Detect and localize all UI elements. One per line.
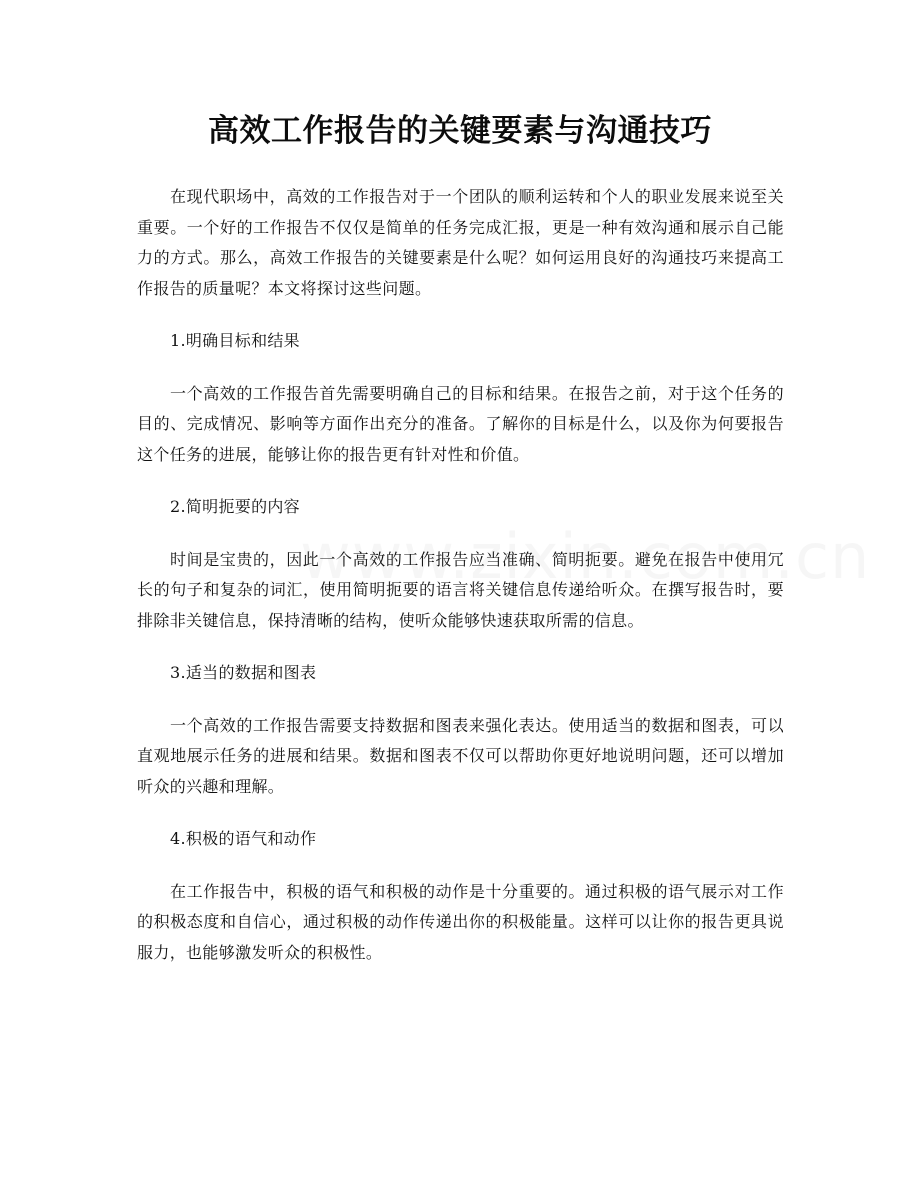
section-4-body: 在工作报告中，积极的语气和积极的动作是十分重要的。通过积极的语气展示对工作的积极态度和自信心，通过积极的动作传递出你的积极能量。这样可以让你的报告更具说服力，也能够激发听众的积极性。 [137,881,784,962]
section-3-body: 一个高效的工作报告需要支持数据和图表来强化表达。使用适当的数据和图表，可以直观地展示任务的进展和结果。数据和图表不仅可以帮助你更好地说明问题，还可以增加听众的兴趣和理解。 [137,715,784,796]
intro-paragraph: 在现代职场中，高效的工作报告对于一个团队的顺利运转和个人的职业发展来说至关重要。一个好的工作报告不仅仅是简单的任务完成汇报，更是一种有效沟通和展示自己能力的方式。那么，高效工作报告的关键要素是什么呢？如何运用良好的沟通技巧来提高工作报告的质量呢？本文将探讨这些问题。 [137,187,784,298]
section-1-heading: 1.明确目标和结果 [170,331,300,350]
section-2-heading: 2.简明扼要的内容 [170,497,300,516]
section-4-heading: 4.积极的语气和动作 [170,829,317,848]
section-1-body: 一个高效的工作报告首先需要明确自己的目标和结果。在报告之前，对于这个任务的目的、完成情况、影响等方面作出充分的准备。了解你的目标是什么，以及你为何要报告这个任务的进展，能够让你的报告更有针对性和价值。 [137,383,784,464]
section-2-body: 时间是宝贵的，因此一个高效的工作报告应当准确、简明扼要。避免在报告中使用冗长的句子和复杂的词汇，使用简明扼要的语言将关键信息传递给听众。在撰写报告时，要排除非关键信息，保持清晰的结构，使听众能够快速获取所需的信息。 [137,549,784,630]
document-body [137,182,784,968]
document-title: 高效工作报告的关键要素与沟通技巧 [208,113,712,149]
section-3-heading: 3.适当的数据和图表 [170,663,317,682]
